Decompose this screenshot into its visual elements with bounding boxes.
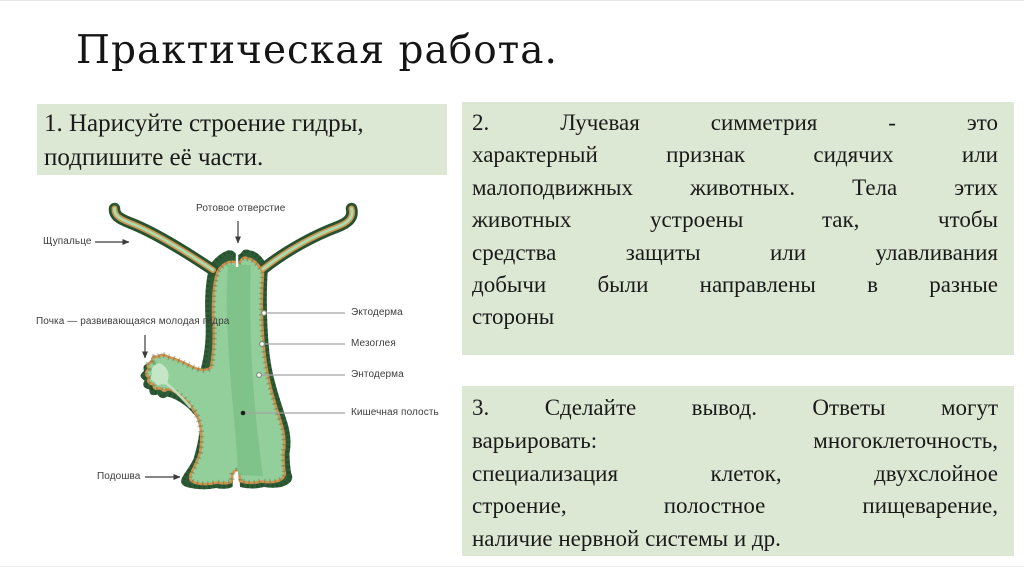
label-tentacle: Щупальце bbox=[43, 236, 92, 247]
label-mesoglea: Мезоглея bbox=[351, 338, 396, 349]
mesoglea-marker bbox=[260, 342, 265, 347]
text-line: подпишите её части. bbox=[44, 144, 264, 171]
endoderm-marker bbox=[257, 373, 262, 378]
page-title: Практическая работа. bbox=[76, 28, 558, 73]
text-line: стороны bbox=[472, 304, 555, 330]
label-gut: Кишечная полость bbox=[351, 407, 439, 418]
text-line: наличие нервной системы и др. bbox=[472, 526, 781, 552]
task-box-2 bbox=[462, 102, 1014, 355]
gut-marker-dot bbox=[241, 411, 246, 416]
text-line: варьировать: многоклеточность, bbox=[472, 427, 998, 453]
ectoderm-marker bbox=[262, 311, 267, 316]
text-line: 2. Лучевая симметрия - это bbox=[472, 110, 998, 135]
slide-top-edge bbox=[0, 0, 1024, 1]
hydra-diagram bbox=[0, 185, 460, 574]
label-ectoderm: Эктодерма bbox=[351, 307, 403, 318]
tentacle-core bbox=[263, 209, 352, 270]
text-line: характерный признак сидячих или bbox=[472, 142, 998, 168]
text-line: 3. Сделайте вывод. Ответы могут bbox=[472, 395, 998, 420]
label-sole: Подошва bbox=[97, 471, 141, 482]
text-line: добычи были направлены в разные bbox=[472, 272, 998, 298]
text-line: животных устроены так, чтобы bbox=[472, 207, 998, 233]
text-line: малоподвижных животных. Тела этих bbox=[472, 174, 998, 200]
task-box-1 bbox=[37, 104, 447, 175]
label-mouth: Ротовое отверстие bbox=[196, 203, 286, 214]
task-box-3 bbox=[462, 386, 1014, 556]
text-line: средства защиты или улавливания bbox=[472, 239, 998, 265]
label-bud: Почка — развивающаяся молодая гидра bbox=[36, 316, 230, 327]
text-line: строение, полостное пищеварение, bbox=[472, 493, 998, 519]
text-line: 1. Нарисуйте строение гидры, bbox=[44, 110, 364, 137]
text-line: специализация клеток, двухслойное bbox=[472, 460, 998, 486]
label-endoderm: Энтодерма bbox=[351, 369, 404, 380]
